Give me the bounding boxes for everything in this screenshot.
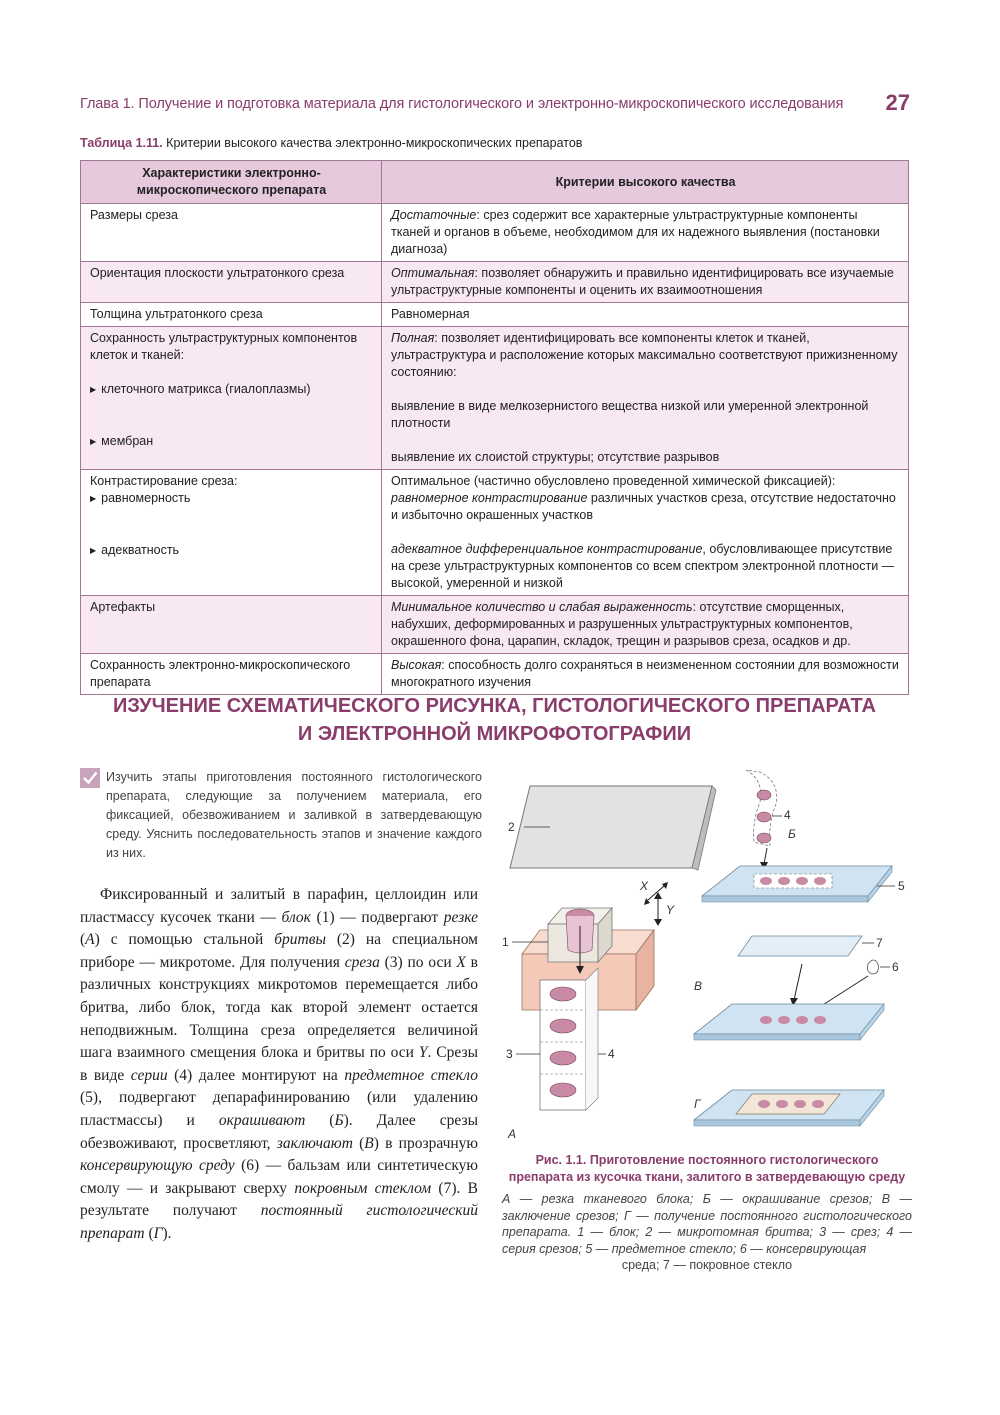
figure-1-1 — [502, 762, 912, 1150]
label-6: 6 — [892, 960, 899, 974]
row-label: Размеры среза — [81, 204, 382, 262]
body-text: (3) по оси — [379, 953, 457, 971]
body-text: ) в прозрачную — [373, 1134, 479, 1152]
running-header — [80, 90, 910, 124]
criterion-text: Оптимальное (частично обусловлено проведенной химической фиксацией): — [391, 474, 836, 488]
label-G: Г — [694, 1097, 701, 1111]
criteria-table — [80, 160, 909, 695]
label-Y: Y — [666, 903, 675, 917]
term: Y — [418, 1044, 428, 1062]
term: окрашивают — [218, 1111, 306, 1129]
criterion-key: адекватное дифференциальное контрастирование — [391, 542, 703, 556]
label-3: 3 — [506, 1047, 513, 1061]
criterion-key: Минимальное количество и слабая выраженность — [391, 600, 693, 614]
table-caption — [80, 136, 582, 150]
section-heading-line2: И ЭЛЕКТРОННОЙ МИКРОФОТОГРАФИИ — [297, 723, 692, 745]
term: покровным стеклом — [294, 1179, 432, 1197]
row-sublabel: ▶ равномерность — [90, 490, 373, 508]
criterion-key: Полная — [391, 331, 435, 345]
body-text: ( — [305, 1111, 335, 1129]
term: консервирующую среду — [80, 1157, 235, 1175]
table-row — [81, 303, 909, 327]
label-1: 1 — [502, 935, 509, 949]
section-heading — [80, 692, 909, 748]
criterion-text: , обусловливающее присутствие на срезе ультраструктурных компонентов со всем спектром электронной плотности — высокой, умеренной и низкой — [391, 542, 895, 590]
label-B: Б — [788, 827, 796, 841]
body-text: ). Далее срезы обезвоживают, просветляют, — [80, 1111, 478, 1152]
body-text: (1) — подвергают — [310, 908, 444, 926]
label-4-top: 4 — [784, 808, 791, 822]
criterion-sub: выявление их слоистой структуры; отсутствие разрывов — [391, 450, 720, 464]
term: Г — [153, 1224, 163, 1242]
label-5: 5 — [898, 879, 905, 893]
row-label: Сохранность электронно-микроскопического препарата — [81, 654, 382, 695]
criterion-text: : срез содержит все характерные ультраструктурные компоненты тканей и органов в объеме, необходимом для их надежного выявления (постановки диагноза) — [391, 208, 880, 256]
section-heading-line1: ИЗУЧЕНИЕ СХЕМАТИЧЕСКОГО РИСУНКА, ГИСТОЛОГИЧЕСКОГО ПРЕПАРАТА — [113, 695, 876, 717]
body-text: в различных конструкциях микротомов перемещается либо бритва, либо блок, тогда как второй элемент остается неподвижным. Толщина среза определяется величиной шага взаимного смещения блока и бритвы по оси — [80, 953, 478, 1062]
body-text: . Срезы в виде — [80, 1044, 478, 1084]
label-A: А — [508, 1127, 517, 1141]
body-text: ( — [352, 1134, 365, 1152]
row-criterion — [382, 470, 909, 596]
row-label-main: Контрастирование среза: — [90, 474, 238, 488]
figure-legend-end: среда; 7 — покровное стекло — [621, 1258, 793, 1272]
row-label: Артефакты — [81, 596, 382, 654]
row-criterion — [382, 262, 909, 303]
table-row — [81, 262, 909, 303]
term: серии — [130, 1066, 168, 1084]
chapter-title: Глава 1. Получение и подготовка материала для гистологического и электронно-микроскопического исследования — [80, 96, 844, 112]
row-criterion — [382, 654, 909, 695]
term: Б — [334, 1111, 344, 1129]
label-V: В — [694, 979, 703, 993]
page-number: 27 — [885, 90, 910, 115]
figure-legend: А — резка тканевого блока; Б — окрашивание срезов; В — заключение срезов; Г — получение постоянного гистологического препарата. 1 — блок; 2 — микротомная бритва; 3 — срез; 4 — серия срезов; 5 — предметное стекло; 6 — консервирующая — [502, 1192, 912, 1256]
column-header-characteristics: Характеристики электронно-микроскопического препарата — [81, 161, 382, 204]
body-text: ). — [162, 1224, 172, 1242]
label-4: 4 — [608, 1047, 615, 1061]
body-text: ( — [80, 931, 86, 949]
table-row — [81, 654, 909, 695]
criterion-key: Достаточные — [391, 208, 477, 222]
label-7: 7 — [876, 936, 883, 950]
criterion-text: : позволяет идентифицировать все компоненты клеток и тканей, ультраструктура и расположение которых максимально соответствуют прижизненному состоянию: — [391, 331, 898, 379]
criterion-sub: выявление в виде мелкозернистого вещества низкой или умеренной электронной плотности — [391, 399, 869, 430]
table-caption-label: Таблица 1.11. — [80, 136, 163, 150]
row-sublabel: ▶ клеточного матрикса (гиалоплазмы) — [90, 381, 373, 399]
body-text: (2) на специальном приборе — микротоме. Для получения — [80, 931, 478, 971]
row-label: Ориентация плоскости ультратонкого среза — [81, 262, 382, 303]
figure-title: Рис. 1.1. Приготовление постоянного гистологического препарата из кусочка ткани, залитого в затвердевающую среду — [508, 1153, 906, 1184]
checkmark-icon — [80, 768, 100, 788]
term: предметное стекло — [344, 1066, 478, 1084]
term: X — [456, 953, 466, 971]
term: блок — [281, 908, 311, 926]
body-text: (4) далее монтируют на — [167, 1066, 345, 1084]
body-text: Фиксированный и залитый в парафин, целлоидин или пластмассу кусочек ткани — — [80, 886, 478, 926]
row-label — [81, 327, 382, 470]
table-header-row — [81, 161, 909, 204]
term: резке — [443, 908, 478, 926]
body-text: (6) — бальзам или синтетическую смолу — и закрывают сверху — [80, 1157, 478, 1197]
term: бритвы — [274, 931, 326, 949]
row-label: Толщина ультратонкого среза — [81, 303, 382, 327]
table-row — [81, 470, 909, 596]
body-paragraph — [80, 884, 478, 1246]
task-text: Изучить этапы приготовления постоянного гистологического препарата, следующие за получением материала, его фиксацией, обезвоживанием и заливкой в затвердевающую среду. Уяснить последовательность этапов и значение каждого из них. — [106, 770, 482, 860]
table-row — [81, 596, 909, 654]
table-caption-text: Критерии высокого качества электронно-микроскопических препаратов — [162, 136, 583, 150]
criterion-key: Оптимальная — [391, 266, 475, 280]
term: среза — [344, 953, 380, 971]
body-text: (7). В результате получают — [80, 1179, 478, 1220]
row-criterion: Равномерная — [382, 303, 909, 327]
label-X: X — [640, 879, 649, 893]
criterion-text: : позволяет обнаружить и правильно идентифицировать все изучаемые ультраструктурные компоненты и оценить их взаимоотношения — [391, 266, 894, 297]
figure-description — [502, 1191, 912, 1274]
row-sublabel: ▶ адекватность — [90, 542, 373, 560]
criterion-key: Высокая — [391, 658, 442, 672]
table-row — [81, 327, 909, 470]
term: В — [364, 1134, 374, 1152]
column-header-criteria: Критерии высокого качества — [382, 161, 909, 204]
row-criterion — [382, 327, 909, 470]
criterion-text: : способность долго сохраняться в неизмененном состоянии для возможности многократного изучения — [391, 658, 899, 689]
table-row — [81, 204, 909, 262]
cover-glass-7 — [738, 936, 862, 956]
figure-caption — [502, 1152, 912, 1274]
label-2: 2 — [508, 820, 515, 834]
term: заключают — [276, 1134, 353, 1152]
criterion-text: различных участков среза, отсутствие недостаточно и избыточно окрашенных участков — [391, 491, 896, 522]
row-label-main: Сохранность ультраструктурных компонентов клеток и тканей: — [90, 331, 358, 362]
body-text: ( — [144, 1224, 154, 1242]
term: постоянный гистологический препарат — [80, 1202, 478, 1242]
row-criterion — [382, 204, 909, 262]
row-sublabel: ▶ мембран — [90, 433, 373, 451]
row-criterion — [382, 596, 909, 654]
criterion-key: равномерное контрастирование — [391, 491, 588, 505]
criterion-text: : отсутствие сморщенных, набухших, деформированных и разрушенных ультраструктурных компонентов, окрашенного фона, царапин, складок, трещин и разрывов среза, осадков и др. — [391, 600, 853, 648]
row-label — [81, 470, 382, 596]
term: А — [85, 931, 95, 949]
mounting-medium-drop — [868, 960, 879, 974]
body-text: (5), подвергают депарафинированию (или удалению пластмассы) и — [80, 1089, 478, 1129]
body-text: ) с помощью стальной — [94, 931, 275, 949]
